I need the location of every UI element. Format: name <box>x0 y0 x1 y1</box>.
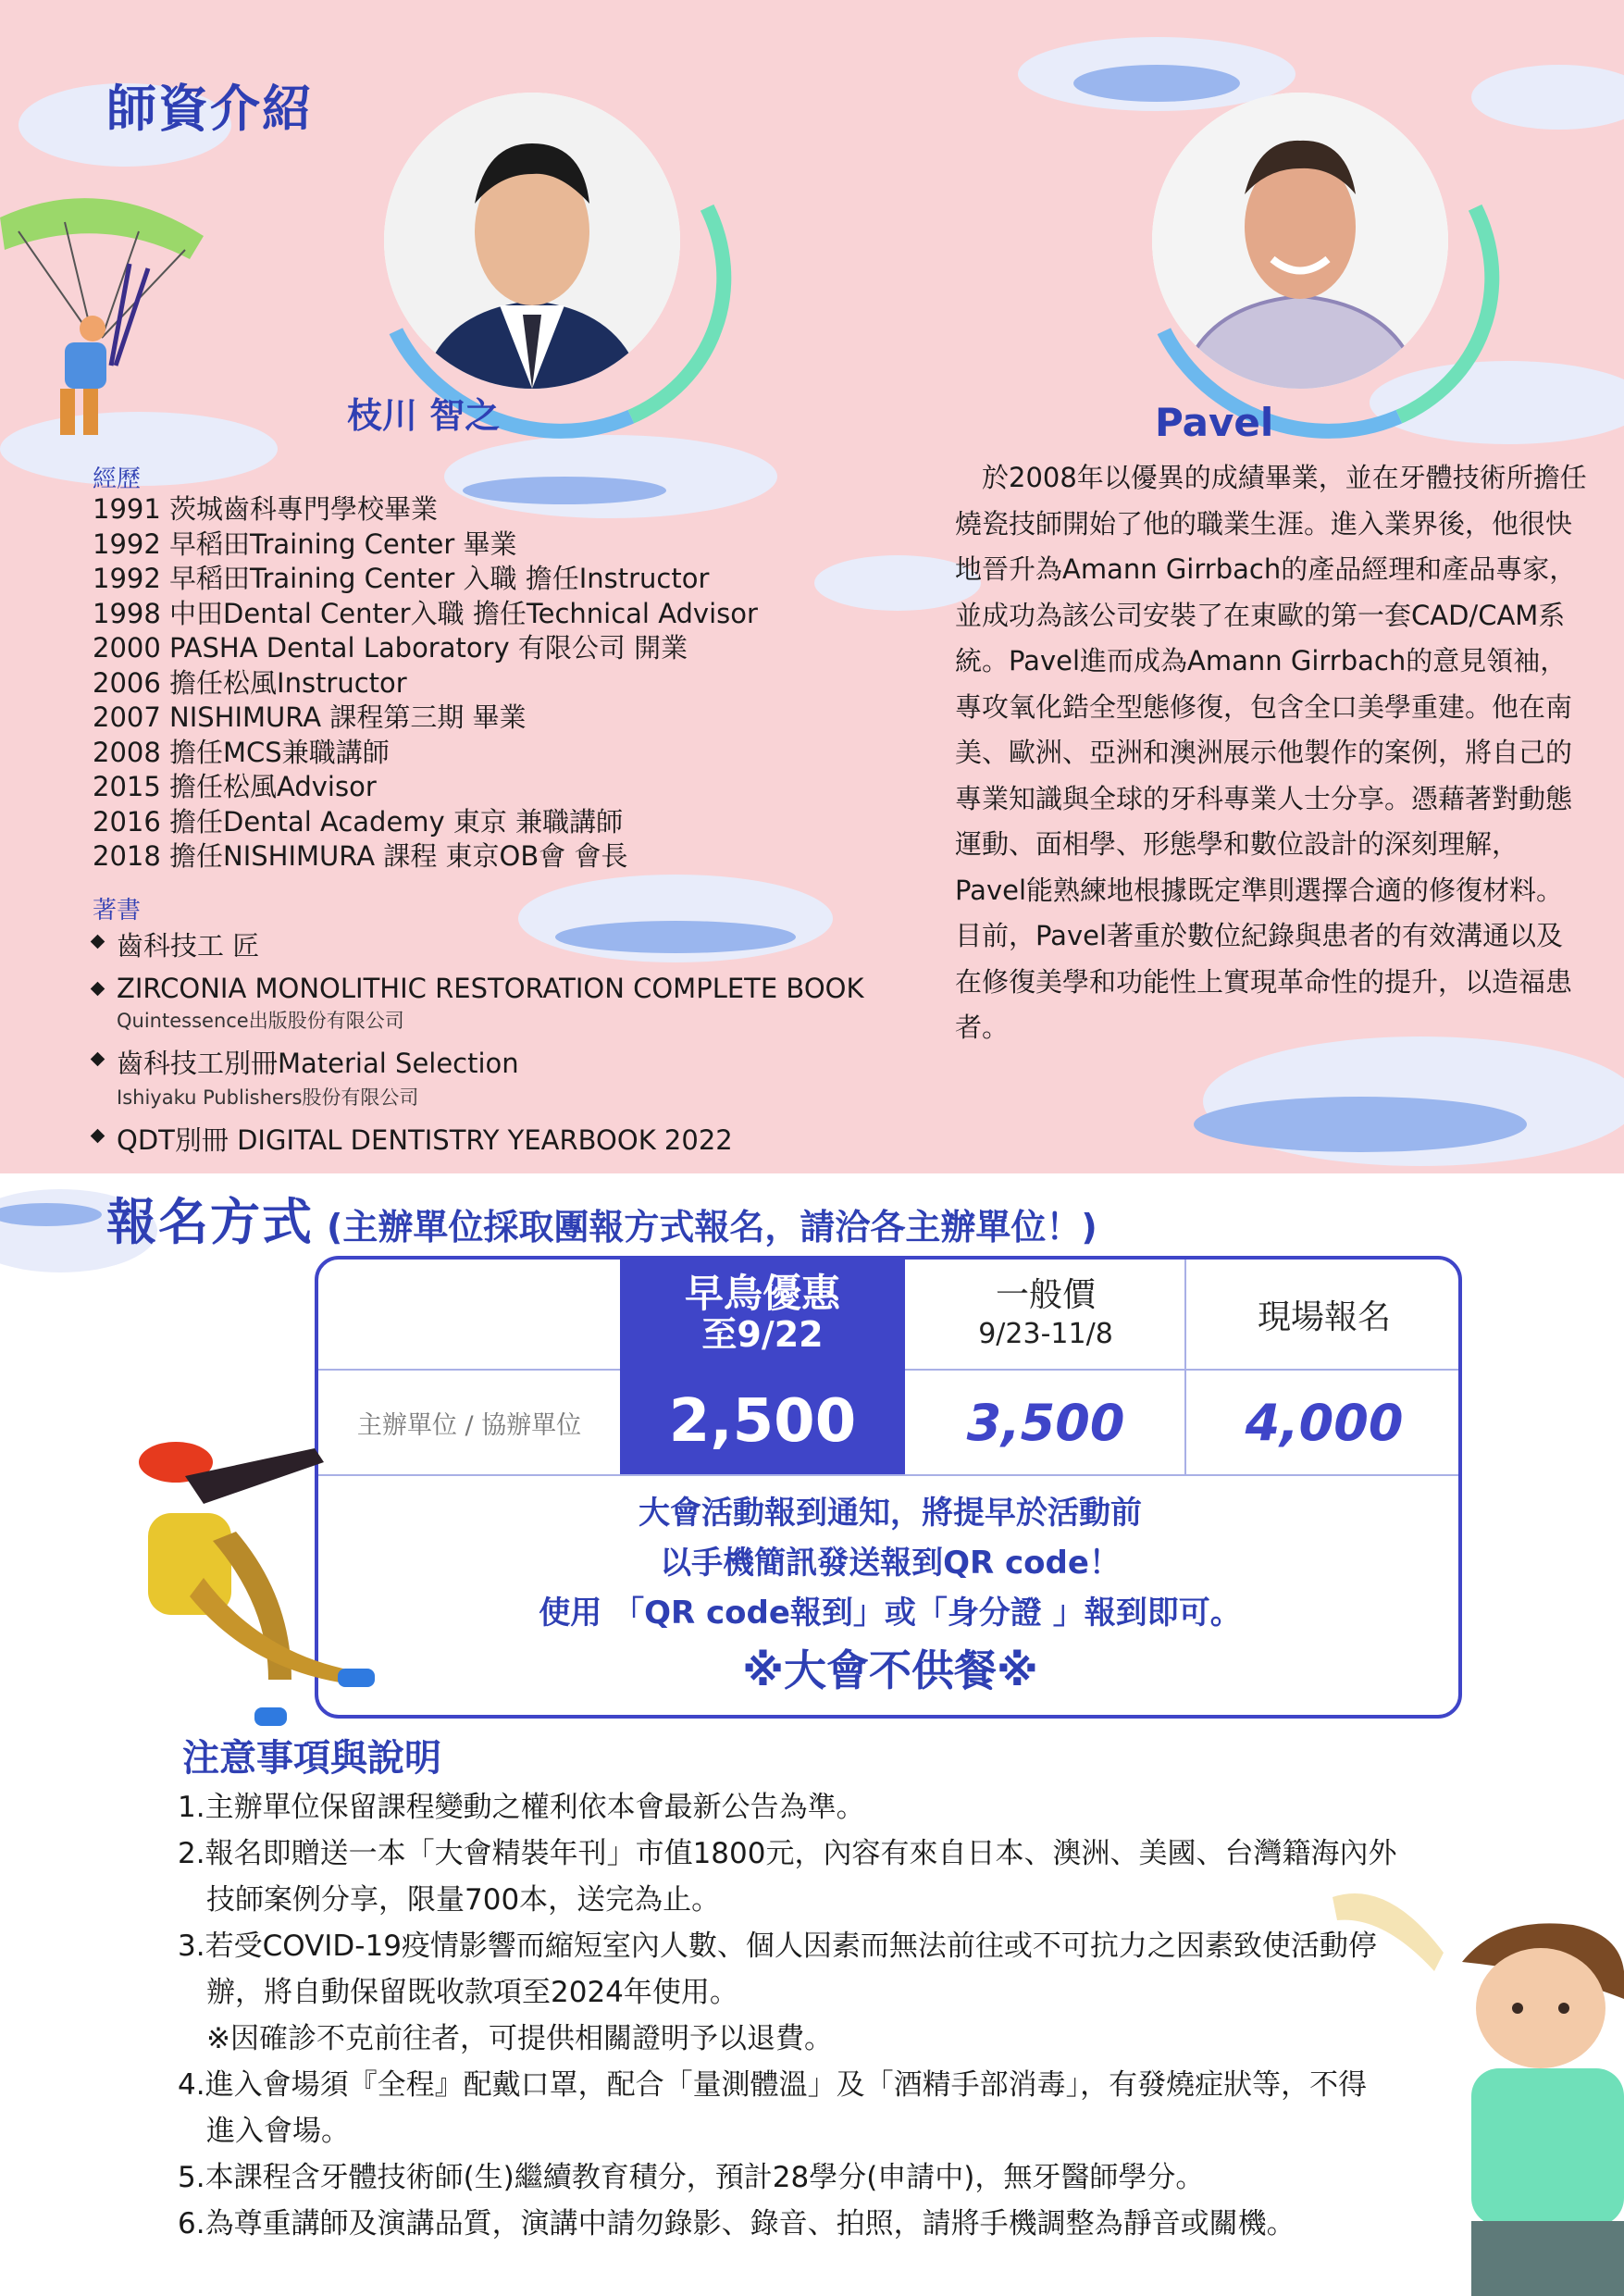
cv-item: 1998 中田Dental Center入職 擔任Technical Advisor <box>93 597 758 629</box>
cloud-decoration <box>1194 1097 1527 1152</box>
checkin-notice <box>318 1482 1462 1709</box>
faculty-title: 師資介紹 <box>106 80 314 138</box>
general-header <box>907 1260 1184 1369</box>
column-subheader: 9/23-11/8 <box>978 1318 1113 1350</box>
teacher2-photo <box>1152 93 1448 389</box>
book-title: 齒科技工 匠 <box>117 930 260 962</box>
cv-heading: 經歷 <box>93 465 142 493</box>
column-header: 一般價 <box>995 1276 1096 1314</box>
registration-title-text: 報名方式 <box>106 1193 314 1251</box>
book-publisher: Quintessence出版股份有限公司 <box>117 1010 404 1032</box>
teacher2-bio <box>955 455 1589 1051</box>
cv-item: 2018 擔任NISHIMURA 課程 東京OB會 會長 <box>93 840 628 872</box>
bullet-icon <box>91 1052 105 1067</box>
cv-item: 1992 早稻田Training Center 入職 擔任Instructor <box>93 563 710 594</box>
book-title: ZIRCONIA MONOLITHIC RESTORATION COMPLETE BOOK <box>117 973 864 1004</box>
divider <box>1184 1260 1186 1474</box>
notice-line: 使用 「QR code報到」或「身分證 」報到即可。 <box>539 1595 1242 1632</box>
book-item <box>93 1120 863 1158</box>
book-item <box>93 1043 863 1111</box>
book-publisher: Ishiyaku Publishers股份有限公司 <box>117 1086 419 1109</box>
bullet-icon <box>91 935 105 949</box>
onsite-header <box>1186 1260 1462 1369</box>
bio-line: 者。 <box>955 1011 1010 1043</box>
cloud-decoration <box>1471 65 1624 130</box>
bio-line: 美、歐洲、亞洲和澳洲展示他製作的案例，將自己的 <box>955 737 1573 768</box>
column-header: 早鳥優惠 <box>684 1271 840 1316</box>
cv-item: 2016 擔任Dental Academy 東京 兼職講師 <box>93 805 624 838</box>
book-item <box>93 973 863 1034</box>
teacher1-photo <box>384 93 680 389</box>
cv-item: 2000 PASHA Dental Laboratory 有限公司 開業 <box>93 632 688 664</box>
column-subheader: 至9/22 <box>701 1314 824 1355</box>
bio-line: 並成功為該公司安裝了在東歐的第一套CAD/CAM系 <box>955 599 1566 631</box>
parachute-illustration <box>0 180 213 458</box>
registration-title <box>106 1183 1097 1254</box>
price-onsite: 4,000 <box>1245 1393 1404 1452</box>
bullet-icon <box>91 982 105 997</box>
book-title: QDT別冊 DIGITAL DENTISTRY YEARBOOK 2022 <box>117 1124 733 1156</box>
note-line: 進入會場。 <box>178 2115 350 2148</box>
book-item <box>93 925 863 963</box>
earlybird-header <box>620 1260 905 1369</box>
notice-line: 以手機簡訊發送報到QR code！ <box>660 1545 1121 1582</box>
cv-item: 2008 擔任MCS兼職講師 <box>93 736 390 768</box>
divider <box>318 1474 1462 1476</box>
cv-item: 2015 擔任松風Advisor <box>93 771 377 802</box>
note-line: ※因確診不克前往者，可提供相關證明予以退費。 <box>178 2022 833 2055</box>
price-general: 3,500 <box>966 1393 1125 1452</box>
divider <box>318 1369 620 1371</box>
note-line: 辦，將自動保留既收款項至2024年使用。 <box>178 1976 738 2009</box>
notes-title: 注意事項與說明 <box>182 1737 441 1780</box>
bio-line: 統。Pavel進而成為Amann Girrbach的意見領袖， <box>955 645 1568 676</box>
note-line: 1.主辦單位保留課程變動之權利依本會最新公告為準。 <box>178 1791 865 1824</box>
price-table <box>315 1256 1462 1719</box>
bio-line: Pavel能熟練地根據既定準則選擇合適的修復材料。 <box>955 874 1564 906</box>
note-line: 6.為尊重講師及演講品質，演講中請勿錄影、錄音、拍照，請將手機調整為靜音或關機。 <box>178 2207 1295 2240</box>
note-line: 3.若受COVID-19疫情影響而縮短室內人數、個人因素而無法前往或不可抗力之因素致使活動停 <box>178 1930 1377 1963</box>
teacher1-cv <box>93 492 758 875</box>
row-label: 主辦單位 / 協辦單位 <box>356 1410 582 1440</box>
bio-line: 運動、面相學、形態學和數位設計的深刻理解， <box>955 828 1519 860</box>
bio-line: 地晉升為Amann Girrbach的產品經理和產品專家， <box>955 553 1577 585</box>
registration-subtitle: (主辦單位採取團報方式報名，請洽各主辦單位！) <box>327 1207 1097 1247</box>
note-line: 4.進入會場須『全程』配戴口罩，配合「量測體溫」及「酒精手部消毒」，有發燒症狀等，不得 <box>178 2068 1368 2102</box>
climber-illustration <box>130 1439 389 1735</box>
books-heading: 著書 <box>93 897 142 925</box>
books-list <box>93 925 863 1167</box>
cv-item: 2006 擔任松風Instructor <box>93 666 407 699</box>
note-line: 技師案例分享，限量700本，送完為止。 <box>178 1883 721 1917</box>
note-line: 2.報名即贈送一本「大會精裝年刊」市值1800元，內容有來自日本、澳洲、美國、台灣籍海內外 <box>178 1837 1397 1870</box>
price-earlybird: 2,500 <box>620 1369 905 1474</box>
bio-line: 目前，Pavel著重於數位紀錄與患者的有效溝通以及 <box>955 920 1564 951</box>
cv-item: 1992 早稻田Training Center 畢業 <box>93 527 517 560</box>
bullet-icon <box>91 1129 105 1144</box>
notice-line: 大會活動報到通知，將提早於活動前 <box>638 1495 1142 1532</box>
teacher2-name: Pavel <box>1155 400 1274 445</box>
bio-line: 專攻氧化鋯全型態修復，包含全口美學重建。他在南 <box>955 690 1573 723</box>
bio-line: 於2008年以優異的成績畢業，並在牙體技術所擔任 <box>955 462 1587 493</box>
column-header: 現場報名 <box>1257 1297 1391 1336</box>
bio-line: 在修復美學和功能性上實現革命性的提升，以造福患 <box>955 965 1573 998</box>
note-line: 5.本課程含牙體技術師(生)繼續教育積分，預計28學分(申請中)，無牙醫師學分。 <box>178 2161 1205 2194</box>
bio-line: 專業知識與全球的牙科專業人士分享。憑藉著對動態 <box>955 782 1573 814</box>
book-title: 齒科技工別冊Material Selection <box>117 1048 519 1079</box>
cv-item: 2007 NISHIMURA 課程第三期 畢業 <box>93 701 527 733</box>
notes-list <box>178 1784 1396 2247</box>
divider <box>905 1369 1462 1371</box>
cloud-decoration <box>1073 65 1240 102</box>
no-meal-notice: ※大會不供餐※ <box>742 1645 1038 1695</box>
teacher1-name: 枝川 智之 <box>347 395 501 436</box>
cv-item: 1991 茨城齒科專門學校畢業 <box>93 493 439 525</box>
bio-line: 燒瓷技師開始了他的職業生涯。進入業界後，他很快 <box>955 507 1573 540</box>
